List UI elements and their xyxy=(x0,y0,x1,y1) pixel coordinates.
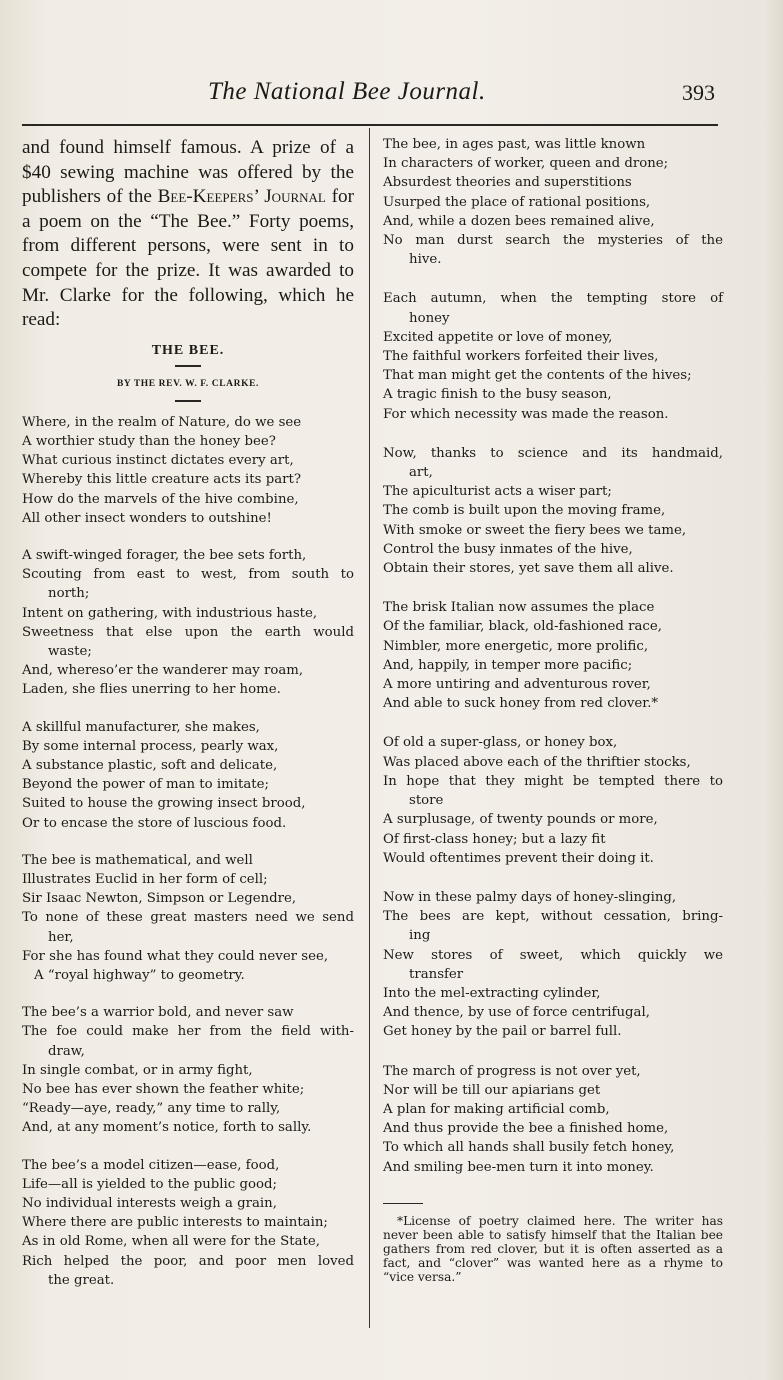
poem-line: transfer xyxy=(409,966,464,982)
poem-line: waste; xyxy=(48,643,92,659)
poem-line: The faithful workers forfeited their lives, xyxy=(383,349,659,365)
poem-line: Beyond the power of man to imitate; xyxy=(22,777,269,793)
poem-stanza xyxy=(22,1003,354,1137)
poem-line: Rich helped the poor, and poor men loved xyxy=(22,1253,354,1269)
poem-line: Of first-class honey; but a lazy fit xyxy=(383,831,606,847)
right-stanzas xyxy=(383,135,723,1177)
poem-line: Where there are public interests to maintain; xyxy=(22,1215,328,1231)
footnote-rule xyxy=(383,1203,423,1204)
title-rule xyxy=(175,365,201,367)
poem-line: And, whereso’er the wanderer may roam, xyxy=(22,663,304,679)
poem-line: Sweetness that else upon the earth would xyxy=(22,624,354,640)
right-column xyxy=(383,135,723,1284)
header-rule xyxy=(22,124,718,126)
intro-text-end: for a poem on the “The Bee.” Forty poems, from different persons, were sent in to compete for the prize. It was awarded to Mr. Clarke for the following, which he read: xyxy=(22,186,354,331)
poem-line: Suited to house the growing insect brood, xyxy=(22,796,306,812)
poem-line: The brisk Italian now assumes the place xyxy=(383,600,655,616)
footnote: *License of poetry claimed here. The writer has never been able to satisfy himself that the Italian bee gathers from red clover, but it is often asserted as a fact, and “clover” was wanted here as a rhyme to “vice versa.” xyxy=(383,1213,723,1284)
poem-line: Excited appetite or love of money, xyxy=(383,329,613,345)
poem-line: With smoke or sweet the fiery bees we tame, xyxy=(383,522,687,538)
poem-stanza xyxy=(383,444,723,578)
poem-line: A worthier study than the honey bee? xyxy=(22,433,276,449)
poem-stanza xyxy=(22,413,354,528)
intro-text-start: and found himself famous. A prize of a $40 sewing machine was offered by the publishers of the xyxy=(22,137,354,208)
poem-line: Sir Isaac Newton, Simpson or Legendre, xyxy=(22,891,297,907)
poem-line: In single combat, or in army fight, xyxy=(22,1062,253,1078)
poem-line: The bee, in ages past, was little known xyxy=(383,137,646,152)
poem-line: her, xyxy=(48,929,74,945)
poem-line: The apiculturist acts a wiser part; xyxy=(383,484,612,500)
left-column xyxy=(22,136,354,1290)
poem-line: No individual interests weigh a grain, xyxy=(22,1196,277,1212)
poem-line: Or to encase the store of luscious food. xyxy=(22,815,287,831)
poem-line: For she has found what they could never see, xyxy=(22,948,329,964)
poem-line: Scouting from east to west, from south to xyxy=(22,567,354,583)
poem-line: Of the familiar, black, old-fashioned race, xyxy=(383,619,662,635)
poem-stanza xyxy=(383,135,723,269)
poem-line: No bee has ever shown the feather white; xyxy=(22,1082,305,1098)
poem-line: That man might get the contents of the hives; xyxy=(383,368,692,384)
poem-line: The bee’s a warrior bold, and never saw xyxy=(22,1005,294,1021)
poem-line: store xyxy=(409,793,444,809)
poem-line: In characters of worker, queen and drone; xyxy=(383,156,669,172)
poem-line: A plan for making artificial comb, xyxy=(383,1101,610,1117)
journal-name: Bee-Keepers’ Journal xyxy=(157,186,326,208)
poem-stanza xyxy=(22,1156,354,1290)
poem-line: honey xyxy=(409,310,450,326)
journal-title: The National Bee Journal. xyxy=(208,78,486,105)
poem-stanza xyxy=(22,851,354,985)
poem-line: Illustrates Euclid in her form of cell; xyxy=(22,872,268,888)
poem-line: All other insect wonders to outshine! xyxy=(22,510,272,526)
poem-line: Get honey by the pail or barrel full. xyxy=(383,1024,622,1040)
page-edge-shadow xyxy=(765,0,783,1380)
intro-paragraph xyxy=(22,136,354,333)
poem-byline: BY THE REV. W. F. CLARKE. xyxy=(117,378,259,389)
poem-line: Where, in the realm of Nature, do we see xyxy=(22,414,302,430)
poem-line: Nor will be till our apiarians get xyxy=(383,1082,601,1098)
byline-rule xyxy=(175,400,201,402)
poem-line: Laden, she flies unerring to her home. xyxy=(22,682,281,698)
poem-line: By some internal process, pearly wax, xyxy=(22,738,279,754)
poem-line: ing xyxy=(409,928,431,944)
poem-line: art, xyxy=(409,465,433,481)
poem-line: To which all hands shall busily fetch honey, xyxy=(383,1140,675,1156)
page-number: 393 xyxy=(682,80,715,105)
poem-line: Usurped the place of rational positions, xyxy=(383,194,651,210)
poem-line: A surplusage, of twenty pounds or more, xyxy=(383,812,658,828)
poem-line: A more untiring and adventurous rover, xyxy=(383,677,651,693)
poem-line: To none of these great masters need we send xyxy=(22,910,354,926)
poem-line: The march of progress is not over yet, xyxy=(383,1063,641,1079)
poem-line: A “royal highway” to geometry. xyxy=(34,968,245,984)
poem-line: A skillful manufacturer, she makes, xyxy=(22,719,260,735)
poem-stanza xyxy=(383,888,723,1042)
poem-line: A substance plastic, soft and delicate, xyxy=(22,758,278,773)
poem-stanza xyxy=(383,598,723,713)
left-stanzas xyxy=(22,413,354,1290)
poem-stanza xyxy=(22,718,354,833)
poem-line: Nimbler, more energetic, more prolific, xyxy=(383,638,649,654)
poem-line: As in old Rome, when all were for the State, xyxy=(22,1234,320,1250)
poem-stanza xyxy=(22,546,354,700)
poem-line: Obtain their stores, yet save them all alive. xyxy=(383,561,674,577)
poem-line: north; xyxy=(48,586,90,602)
poem-line: New stores of sweet, which quickly we xyxy=(383,947,723,963)
poem-line: And able to suck honey from red clover.* xyxy=(383,696,659,712)
poem-line: the great. xyxy=(48,1272,115,1288)
poem-line: No man durst search the mysteries of the xyxy=(383,233,723,249)
poem-line: Into the mel-extracting cylinder, xyxy=(383,985,601,1001)
poem-line: What curious instinct dictates every art, xyxy=(22,453,294,469)
poem-line: draw, xyxy=(48,1043,85,1059)
poem-line: The comb is built upon the moving frame, xyxy=(383,503,666,519)
poem-line: The foe could make her from the field with- xyxy=(22,1024,354,1040)
poem-line: Would oftentimes prevent their doing it. xyxy=(383,850,654,866)
poem-line: Each autumn, when the tempting store of xyxy=(383,291,723,307)
poem-line: Now, thanks to science and its handmaid, xyxy=(383,445,723,461)
poem-line: And thus provide the bee a finished home, xyxy=(383,1121,669,1137)
column-divider xyxy=(369,128,370,1328)
poem-line: A tragic finish to the busy season, xyxy=(383,387,612,403)
poem-stanza xyxy=(383,733,723,867)
poem-line: For which necessity was made the reason. xyxy=(383,406,669,422)
poem-line: A swift-winged forager, the bee sets forth, xyxy=(22,547,307,563)
poem-line: Of old a super-glass, or honey box, xyxy=(383,735,618,751)
poem-line: Intent on gathering, with industrious haste, xyxy=(22,605,318,621)
poem-title: THE BEE. xyxy=(151,342,225,358)
poem-line: Control the busy inmates of the hive, xyxy=(383,541,633,557)
poem-line: Life—all is yielded to the public good; xyxy=(22,1176,277,1192)
poem-line: And, happily, in temper more pacific; xyxy=(383,657,633,673)
poem-line: How do the marvels of the hive combine, xyxy=(22,491,299,507)
page-header xyxy=(0,78,783,118)
poem-line: And, at any moment’s notice, forth to sally. xyxy=(22,1120,312,1136)
poem-line: And thence, by use of force centrifugal, xyxy=(383,1005,650,1021)
poem-stanza xyxy=(383,1062,723,1177)
poem-line: The bee is mathematical, and well xyxy=(22,852,253,868)
poem-line: In hope that they might be tempted there to xyxy=(383,773,723,789)
poem-line: And smiling bee-men turn it into money. xyxy=(383,1159,654,1175)
poem-line: hive. xyxy=(409,252,442,268)
poem-line: Was placed above each of the thriftier stocks, xyxy=(383,754,691,770)
poem-line: Now in these palmy days of honey-slinging, xyxy=(383,889,677,905)
poem-line: “Ready—aye, ready,” any time to rally, xyxy=(22,1101,281,1117)
poem-line: The bees are kept, without cessation, bring- xyxy=(383,909,723,925)
poem-line: And, while a dozen bees remained alive, xyxy=(383,213,655,229)
poem-line: Absurdest theories and superstitions xyxy=(383,175,632,191)
poem-stanza xyxy=(383,289,723,423)
poem-line: Whereby this little creature acts its part? xyxy=(22,472,301,488)
poem-line: The bee’s a model citizen—ease, food, xyxy=(22,1157,280,1173)
